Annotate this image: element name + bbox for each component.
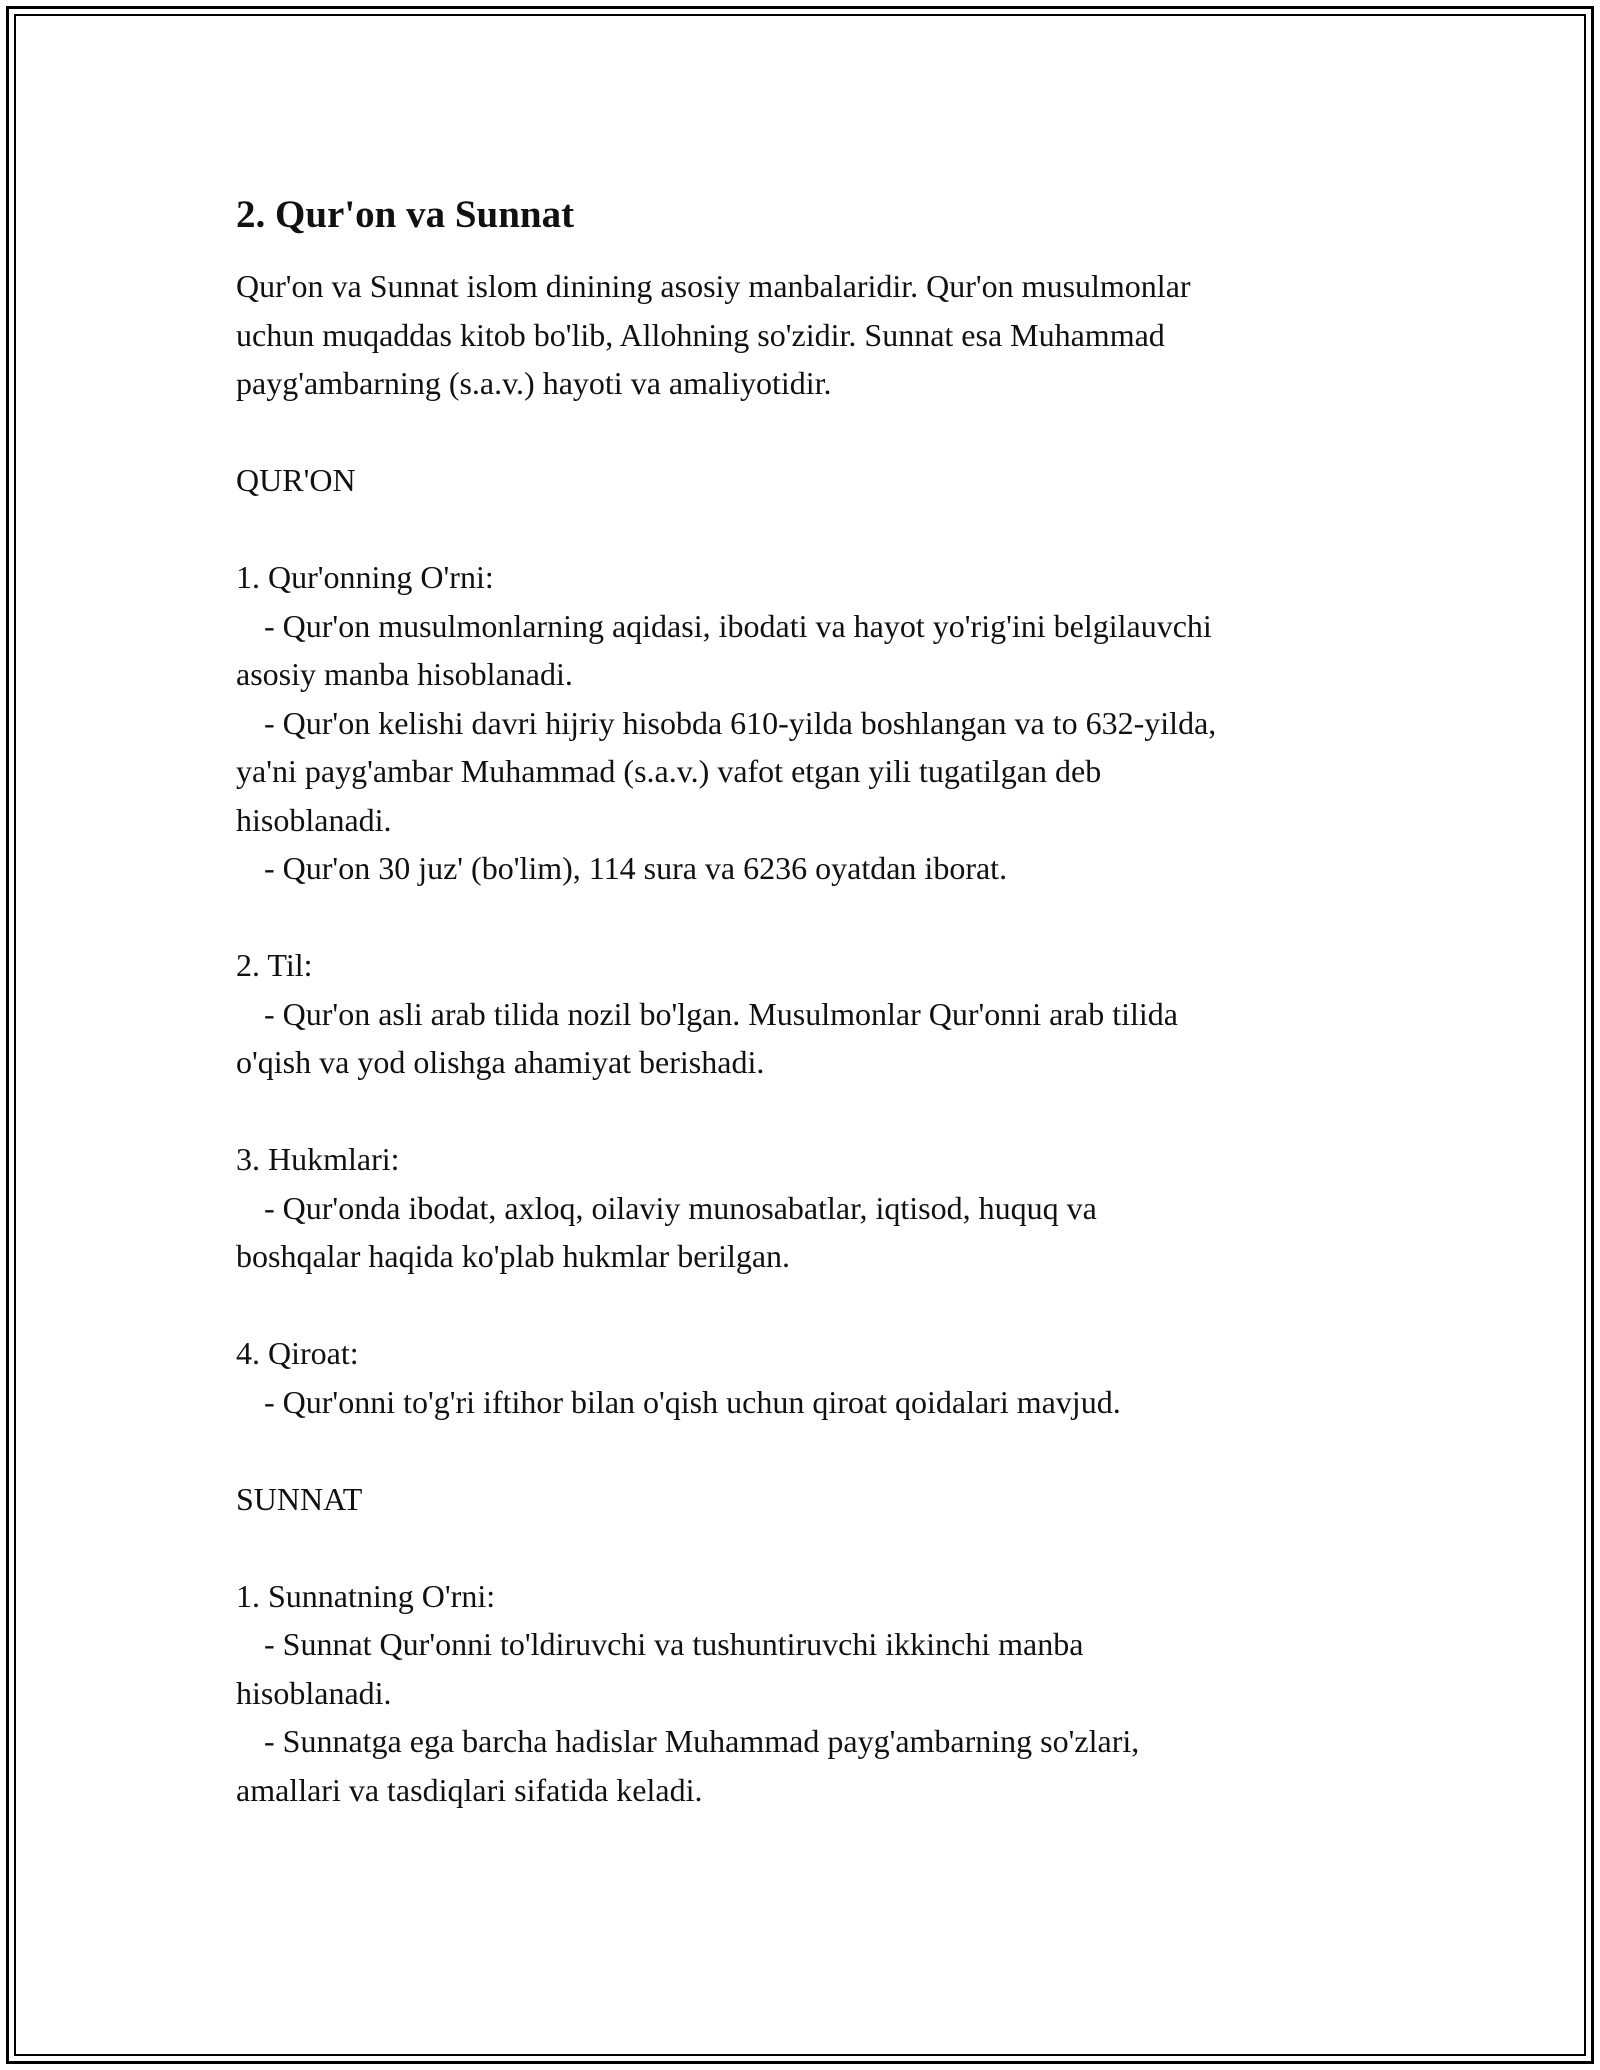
document-body — [236, 190, 1376, 1814]
intro-line: payg'ambarning (s.a.v.) hayoti va amaliyotidir. — [236, 365, 832, 401]
intro-paragraph — [236, 262, 1376, 408]
bullet-item: - Qur'on kelishi davri hijriy hisobda 610-yilda boshlangan va to 632-yilda, ya'ni payg'ambar Muhammad (s.a.v.) vafot etgan yili tugatilgan deb hisoblanadi. — [236, 704, 1217, 838]
subsection-heading: 1. Sunnatning O'rni: — [236, 1577, 496, 1614]
bullet-item: - Qur'on 30 juz' (bo'lim), 114 sura va 6236 oyatdan iborat. — [264, 850, 1008, 886]
section-heading-quron: QUR'ON — [236, 462, 356, 498]
bullet-item: - Sunnat Qur'onni to'ldiruvchi va tushuntiruvchi ikkinchi manba hisoblanadi. — [236, 1626, 1084, 1711]
intro-line: uchun muqaddas kitob bo'lib, Allohning so'zidir. Sunnat esa Muhammad — [236, 316, 1165, 353]
subsection-heading: 4. Qiroat: — [236, 1335, 359, 1371]
bullet-item: - Qur'onda ibodat, axloq, oilaviy munosabatlar, iqtisod, huquq va boshqalar haqida ko'plab hukmlar berilgan. — [236, 1189, 1097, 1274]
bullet-item: - Qur'onni to'g'ri iftihor bilan o'qish uchun qiroat qoidalari mavjud. — [264, 1383, 1121, 1420]
subsection-heading: 3. Hukmlari: — [236, 1141, 400, 1177]
bullet-item: - Qur'on asli arab tilida nozil bo'lgan. Musulmonlar Qur'onni arab tilida o'qish va yod olishga ahamiyat berishadi. — [236, 995, 1178, 1080]
subsection-heading: 1. Qur'onning O'rni: — [236, 559, 494, 595]
section-heading-sunnat: SUNNAT — [236, 1480, 363, 1517]
bullet-item: - Sunnatga ega barcha hadislar Muhammad payg'ambarning so'zlari, amallari va tasdiqlari sifatida keladi. — [236, 1723, 1140, 1808]
page-title: 2. Qur'on va Sunnat — [236, 193, 575, 236]
bullet-item: - Qur'on musulmonlarning aqidasi, ibodati va hayot yo'rig'ini belgilauvchi asosiy manba hisoblanadi. — [236, 607, 1212, 692]
subsection-heading: 2. Til: — [236, 947, 313, 983]
intro-line: Qur'on va Sunnat islom dinining asosiy manbalaridir. Qur'on musulmonlar — [236, 268, 1191, 304]
